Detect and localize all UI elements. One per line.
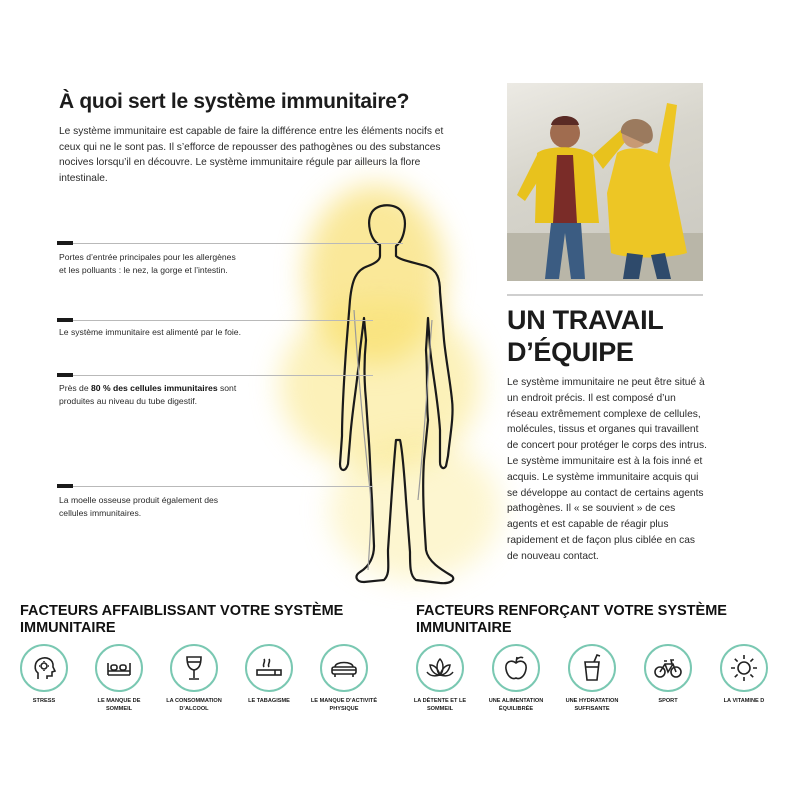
vitamin-d-label: LA VITAMINE D: [723, 698, 765, 704]
team-body: Le système immunitaire ne peut être situé à un endroit précis. Il est composé d’un réseau extrêmement complexe de cellules, molécules, tissus et organes qui travaillent de concert pour protéger le corps des intrus. Le système immunitaire est à la fois inné et acquis. Le système immunitaire acquis qui se développe au contact de certains agents pathogènes. Il « se souvient » de ces agents et est capable de réagir plus rapidement et de façon plus ciblée en cas de nouveau contact.: [507, 377, 707, 562]
team-title-line2: D’ÉQUIPE: [507, 337, 634, 367]
intro-text: Le système immunitaire est capable de faire la différence entre les éléments nocifs et ceux qui ne le sont pas. Il s’efforce de repousser des pathogènes ou des substances nocives lorsqu’il en découvre. Le système immunitaire régule par ailleurs la flore intestinale.: [59, 126, 444, 184]
stress-label: STRESS: [32, 698, 56, 704]
diet-item: [492, 644, 540, 692]
sun-icon: [729, 653, 759, 683]
note-bone-marrow: La moelle osseuse produit également des cellules immunitaires.: [59, 495, 219, 518]
relaxation-item: [416, 644, 464, 692]
weakening-title: FACTEURS AFFAIBLISSANT VOTRE SYSTÈME IMMUNITAIRE: [20, 603, 344, 636]
note-line: [73, 243, 403, 244]
diet-label: UNE ALIMENTATION ÉQUILIBRÉE: [488, 698, 544, 712]
stress-item: [20, 644, 68, 692]
sofa-icon: [329, 653, 359, 683]
note-liver: Le système immunitaire est alimenté par le foie.: [59, 327, 241, 337]
note-line: [73, 320, 373, 321]
vitamin-d-item: [720, 644, 768, 692]
lotus-icon: [425, 653, 455, 683]
alcohol-label: LA CONSOMMATION D’ALCOOL: [166, 698, 222, 712]
note-marker: [57, 373, 73, 377]
inactivity-label: LE MANQUE D’ACTIVITÉ PHYSIQUE: [310, 698, 378, 712]
note-entry-points: Portes d’entrée principales pour les allergènes et les polluants : le nez, la gorge et l’intestin.: [59, 252, 236, 275]
team-title-line1: UN TRAVAIL: [507, 305, 664, 335]
drink-glass-icon: [577, 653, 607, 683]
inactivity-item: [320, 644, 368, 692]
note-line: [73, 486, 373, 487]
note-marker: [57, 484, 73, 488]
relaxation-label: LA DÉTENTE ET LE SOMMEIL: [413, 698, 467, 712]
hydration-label: UNE HYDRATATION SUFFISANTE: [565, 698, 619, 712]
wine-glass-icon: [179, 653, 209, 683]
bed-icon: [104, 653, 134, 683]
human-body-outline: [300, 200, 500, 590]
cigarette-icon: [254, 653, 284, 683]
bicycle-icon: [653, 653, 683, 683]
smoking-item: [245, 644, 293, 692]
couple-photo: [507, 83, 703, 281]
sport-item: [644, 644, 692, 692]
note-marker: [57, 318, 73, 322]
hydration-item: [568, 644, 616, 692]
note-marker: [57, 241, 73, 245]
section-divider: [507, 294, 703, 296]
apple-icon: [501, 653, 531, 683]
sport-label: SPORT: [658, 698, 678, 704]
alcohol-item: [170, 644, 218, 692]
smoking-label: LE TABAGISME: [248, 698, 290, 704]
strengthening-title: FACTEURS RENFORÇANT VOTRE SYSTÈME IMMUNITAIRE: [416, 603, 727, 636]
note-line: [73, 375, 373, 376]
sleep-lack-item: [95, 644, 143, 692]
note-digestive: Près de 80 % des cellules immunitaires sont produites au niveau du tube digestif.: [59, 383, 237, 406]
stress-head-icon: [29, 653, 59, 683]
team-title: [507, 304, 663, 368]
page-title: À quoi sert le système immunitaire?: [59, 90, 410, 113]
sleep-lack-label: LE MANQUE DE SOMMEIL: [97, 698, 141, 712]
